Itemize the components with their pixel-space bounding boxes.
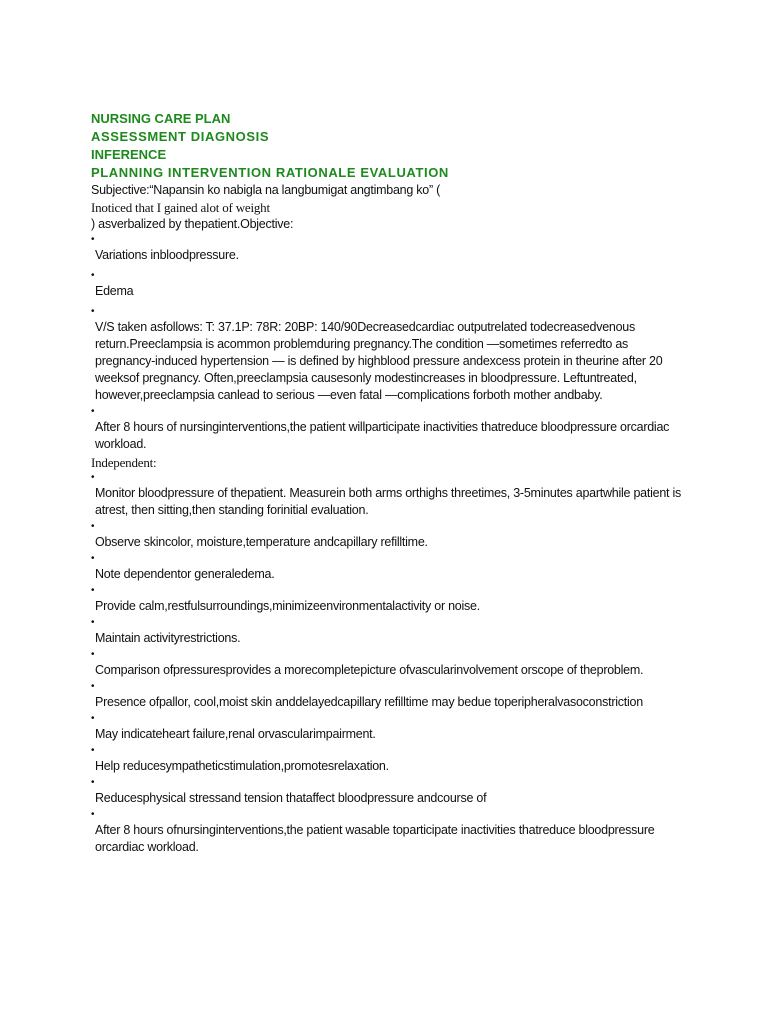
bullet-icon: • bbox=[91, 777, 95, 788]
list-item-intervention-4 bbox=[91, 584, 691, 615]
bullet-icon: • bbox=[91, 521, 95, 532]
bullet-icon: • bbox=[91, 234, 95, 245]
list-item-intervention-2 bbox=[91, 520, 691, 551]
bullet-icon: • bbox=[91, 472, 95, 483]
list-item-intervention-5 bbox=[91, 616, 691, 647]
list-item-text: Help reducesympatheticstimulation,promotesrelaxation. bbox=[95, 759, 389, 773]
list-item-text: Reducesphysical stressand tension thataffect bloodpressure andcourse of bbox=[95, 791, 487, 805]
list-item-objective-1 bbox=[91, 233, 691, 264]
list-item-text: May indicateheart failure,renal orvascularimpairment. bbox=[95, 727, 376, 741]
list-item-intervention-9 bbox=[91, 744, 691, 775]
bullet-icon: • bbox=[91, 745, 95, 756]
independent-label: Independent: bbox=[91, 455, 157, 470]
list-item-text: Presence ofpallor, cool,moist skin anddelayedcapillary refilltime may bedue toperipheralvasoconstriction bbox=[95, 695, 643, 709]
list-item-text: V/S taken asfollows: T: 37.1P: 78R: 20BP: 140/90Decreasedcardiac outputrelated todecreasedvenous return.Preeclampsia is acommon problemduring pregnancy.The condition —sometimes referredto as pregnancy-induced hypertension — is defined by highblood pressure andexcess protein in theurine after 20 weeksof pregnancy. Often,preeclampsia causesonly modestincreases in bloodpressure. Leftuntreated, however,preeclampsia canlead to serious —even fatal —complications forboth mother andbaby. bbox=[95, 320, 663, 402]
subjective-translation: Inoticed that I gained alot of weight bbox=[91, 200, 270, 215]
bullet-icon: • bbox=[91, 270, 95, 281]
list-item-text: After 8 hours of nursinginterventions,the patient willparticipate inactivities thatreduce bloodpressure orcardiac workload. bbox=[95, 420, 670, 451]
heading-planning-intervention: PLANNING INTERVENTION RATIONALE EVALUATION bbox=[91, 165, 449, 180]
objective-intro: ) asverbalized by thepatient.Objective: bbox=[91, 217, 294, 231]
bullet-icon: • bbox=[91, 617, 95, 628]
subjective-line: Subjective:“Napansin ko nabigla na langbumigat angtimbang ko” ( bbox=[91, 183, 441, 197]
bullet-icon: • bbox=[91, 553, 95, 564]
care-plan-content bbox=[91, 110, 691, 857]
list-item-intervention-1 bbox=[91, 471, 691, 519]
list-item-intervention-7 bbox=[91, 680, 691, 711]
list-item-text: Observe skincolor, moisture,temperature andcapillary refilltime. bbox=[95, 535, 428, 549]
bullet-icon: • bbox=[91, 306, 95, 317]
list-item-text: Note dependentor generaledema. bbox=[95, 567, 275, 581]
bullet-icon: • bbox=[91, 649, 95, 660]
list-item-intervention-11 bbox=[91, 808, 691, 856]
bullet-icon: • bbox=[91, 681, 95, 692]
bullet-icon: • bbox=[91, 585, 95, 596]
list-item-text: Provide calm,restfulsurroundings,minimizeenvironmentalactivity or noise. bbox=[95, 599, 480, 613]
list-item-intervention-3 bbox=[91, 552, 691, 583]
bullet-icon: • bbox=[91, 406, 95, 417]
bullet-icon: • bbox=[91, 713, 95, 724]
list-item-text: Variations inbloodpressure. bbox=[95, 248, 239, 262]
bullet-icon: • bbox=[91, 809, 95, 820]
heading-nursing-care-plan: NURSING CARE PLAN bbox=[91, 111, 231, 126]
list-item-text: Monitor bloodpressure of thepatient. Measurein both arms orthighs threetimes, 3-5minutes apartwhile patient is atrest, then sitting,then standing forinitial evaluation. bbox=[95, 486, 682, 517]
list-item-text: After 8 hours ofnursinginterventions,the patient wasable toparticipate inactivities thatreduce bloodpressure orcardiac workload. bbox=[95, 823, 655, 854]
heading-inference: INFERENCE bbox=[91, 147, 167, 162]
heading-assessment-diagnosis: ASSESSMENT DIAGNOSIS bbox=[91, 129, 270, 144]
list-item-objective-4 bbox=[91, 405, 691, 453]
list-item-intervention-6 bbox=[91, 648, 691, 679]
list-item-text: Edema bbox=[95, 284, 134, 298]
list-item-objective-2 bbox=[91, 269, 691, 300]
list-item-objective-3 bbox=[91, 305, 691, 404]
list-item-text: Comparison ofpressuresprovides a morecompletepicture ofvascularinvolvement orscope of theproblem. bbox=[95, 663, 644, 677]
list-item-intervention-8 bbox=[91, 712, 691, 743]
list-item-intervention-10 bbox=[91, 776, 691, 807]
list-item-text: Maintain activityrestrictions. bbox=[95, 631, 241, 645]
